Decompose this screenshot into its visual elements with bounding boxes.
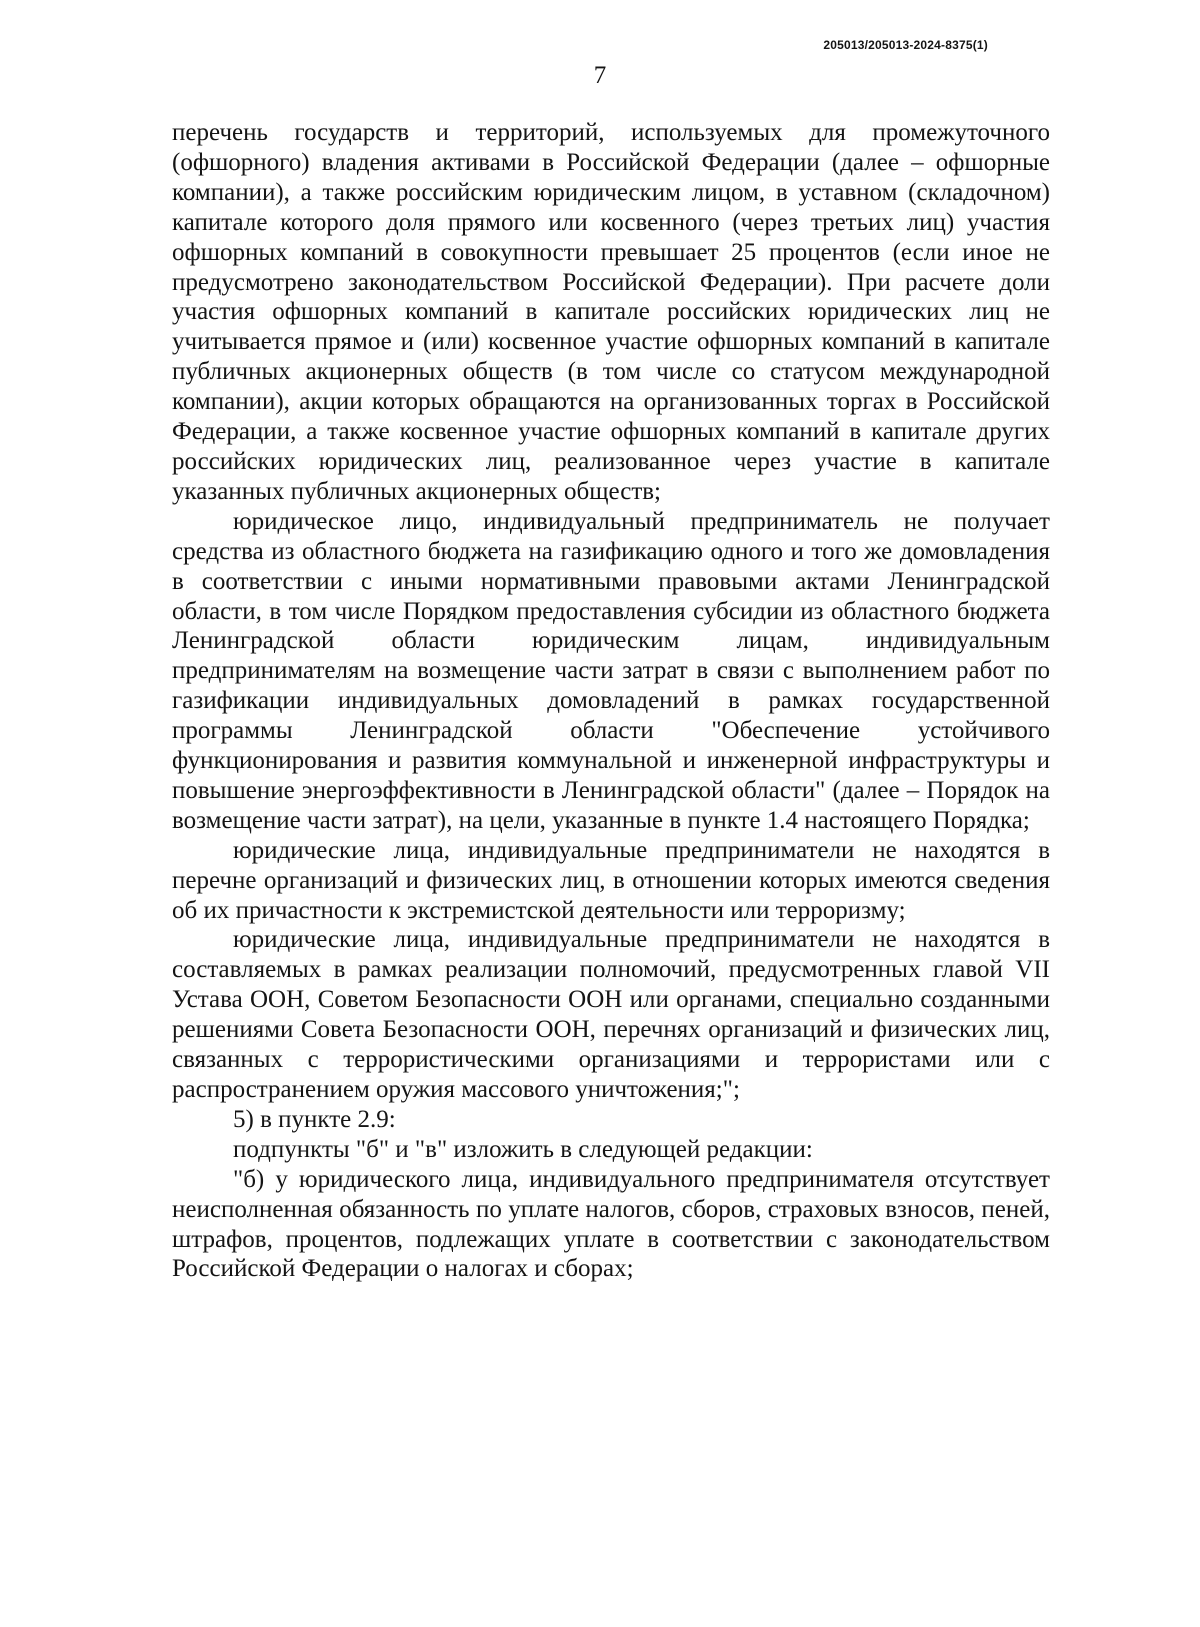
document-id: 205013/205013-2024-8375(1) xyxy=(823,38,988,52)
document-body xyxy=(172,118,1050,1284)
paragraph-extremism-list: юридические лица, индивидуальные предприниматели не находятся в перечне организаций и физических лиц, в отношении которых имеются сведения об их причастности к экстремистской деятельности или терроризму; xyxy=(172,836,1050,924)
paragraph-item-5: 5) в пункте 2.9: xyxy=(233,1105,396,1133)
page-number: 7 xyxy=(593,62,607,89)
paragraph-gasification-funding: юридическое лицо, индивидуальный предприниматель не получает средства из областного бюджета на газификацию одного и того же домовладения в соответствии с иными нормативными правовыми актами Ленинградской области, в том числе Порядком предоставления субсидии из областного бюджета Ленинградской области юридическим лицам, индивидуальным предпринимателям на возмещение части затрат в связи с выполнением работ по газификации индивидуальных домовладений в рамках государственной программы Ленинградской области "Обеспечение устойчивого функционирования и развития коммунальной и инженерной инфраструктуры и повышение энергоэффективности в Ленинградской области" (далее – Порядок на возмещение части затрат), на цели, указанные в пункте 1.4 настоящего Порядка; xyxy=(172,507,1050,834)
paragraph-un-sanctions-list: юридические лица, индивидуальные предприниматели не находятся в составляемых в рамках реализации полномочий, предусмотренных главой VII Устава ООН, Советом Безопасности ООН или органами, специально созданными решениями Совета Безопасности ООН, перечнях организаций и физических лиц, связанных с террористическими организациями и террористами или с распространением оружия массового уничтожения;"; xyxy=(172,926,1050,1103)
paragraph-offshore-companies: перечень государств и территорий, используемых для промежуточного (офшорного) владения активами в Российской Федерации (далее – офшорные компании), а также российским юридическим лицом, в уставном (складочном) капитале которого доля прямого или косвенного (через третьих лиц) участия офшорных компаний в совокупности превышает 25 процентов (если иное не предусмотрено законодательством Российской Федерации). При расчете доли участия офшорных компаний в капитале российских юридических лиц не учитывается прямое и (или) косвенное участие офшорных компаний в капитале публичных акционерных обществ (в том числе со статусом международной компании), акции которых обращаются на организованных торгах в Российской Федерации, а также косвенное участие офшорных компаний в капитале других российских юридических лиц, реализованное через участие в капитале указанных публичных акционерных обществ; xyxy=(172,119,1050,505)
paragraph-subitems-intro: подпункты "б" и "в" изложить в следующей редакции: xyxy=(233,1135,813,1163)
paragraph-subitem-b: "б) у юридического лица, индивидуального предпринимателя отсутствует неисполненная обязанность по уплате налогов, сборов, страховых взносов, пеней, штрафов, процентов, подлежащих уплате в соответствии с законодательством Российской Федерации о налогах и сборах; xyxy=(172,1165,1050,1283)
